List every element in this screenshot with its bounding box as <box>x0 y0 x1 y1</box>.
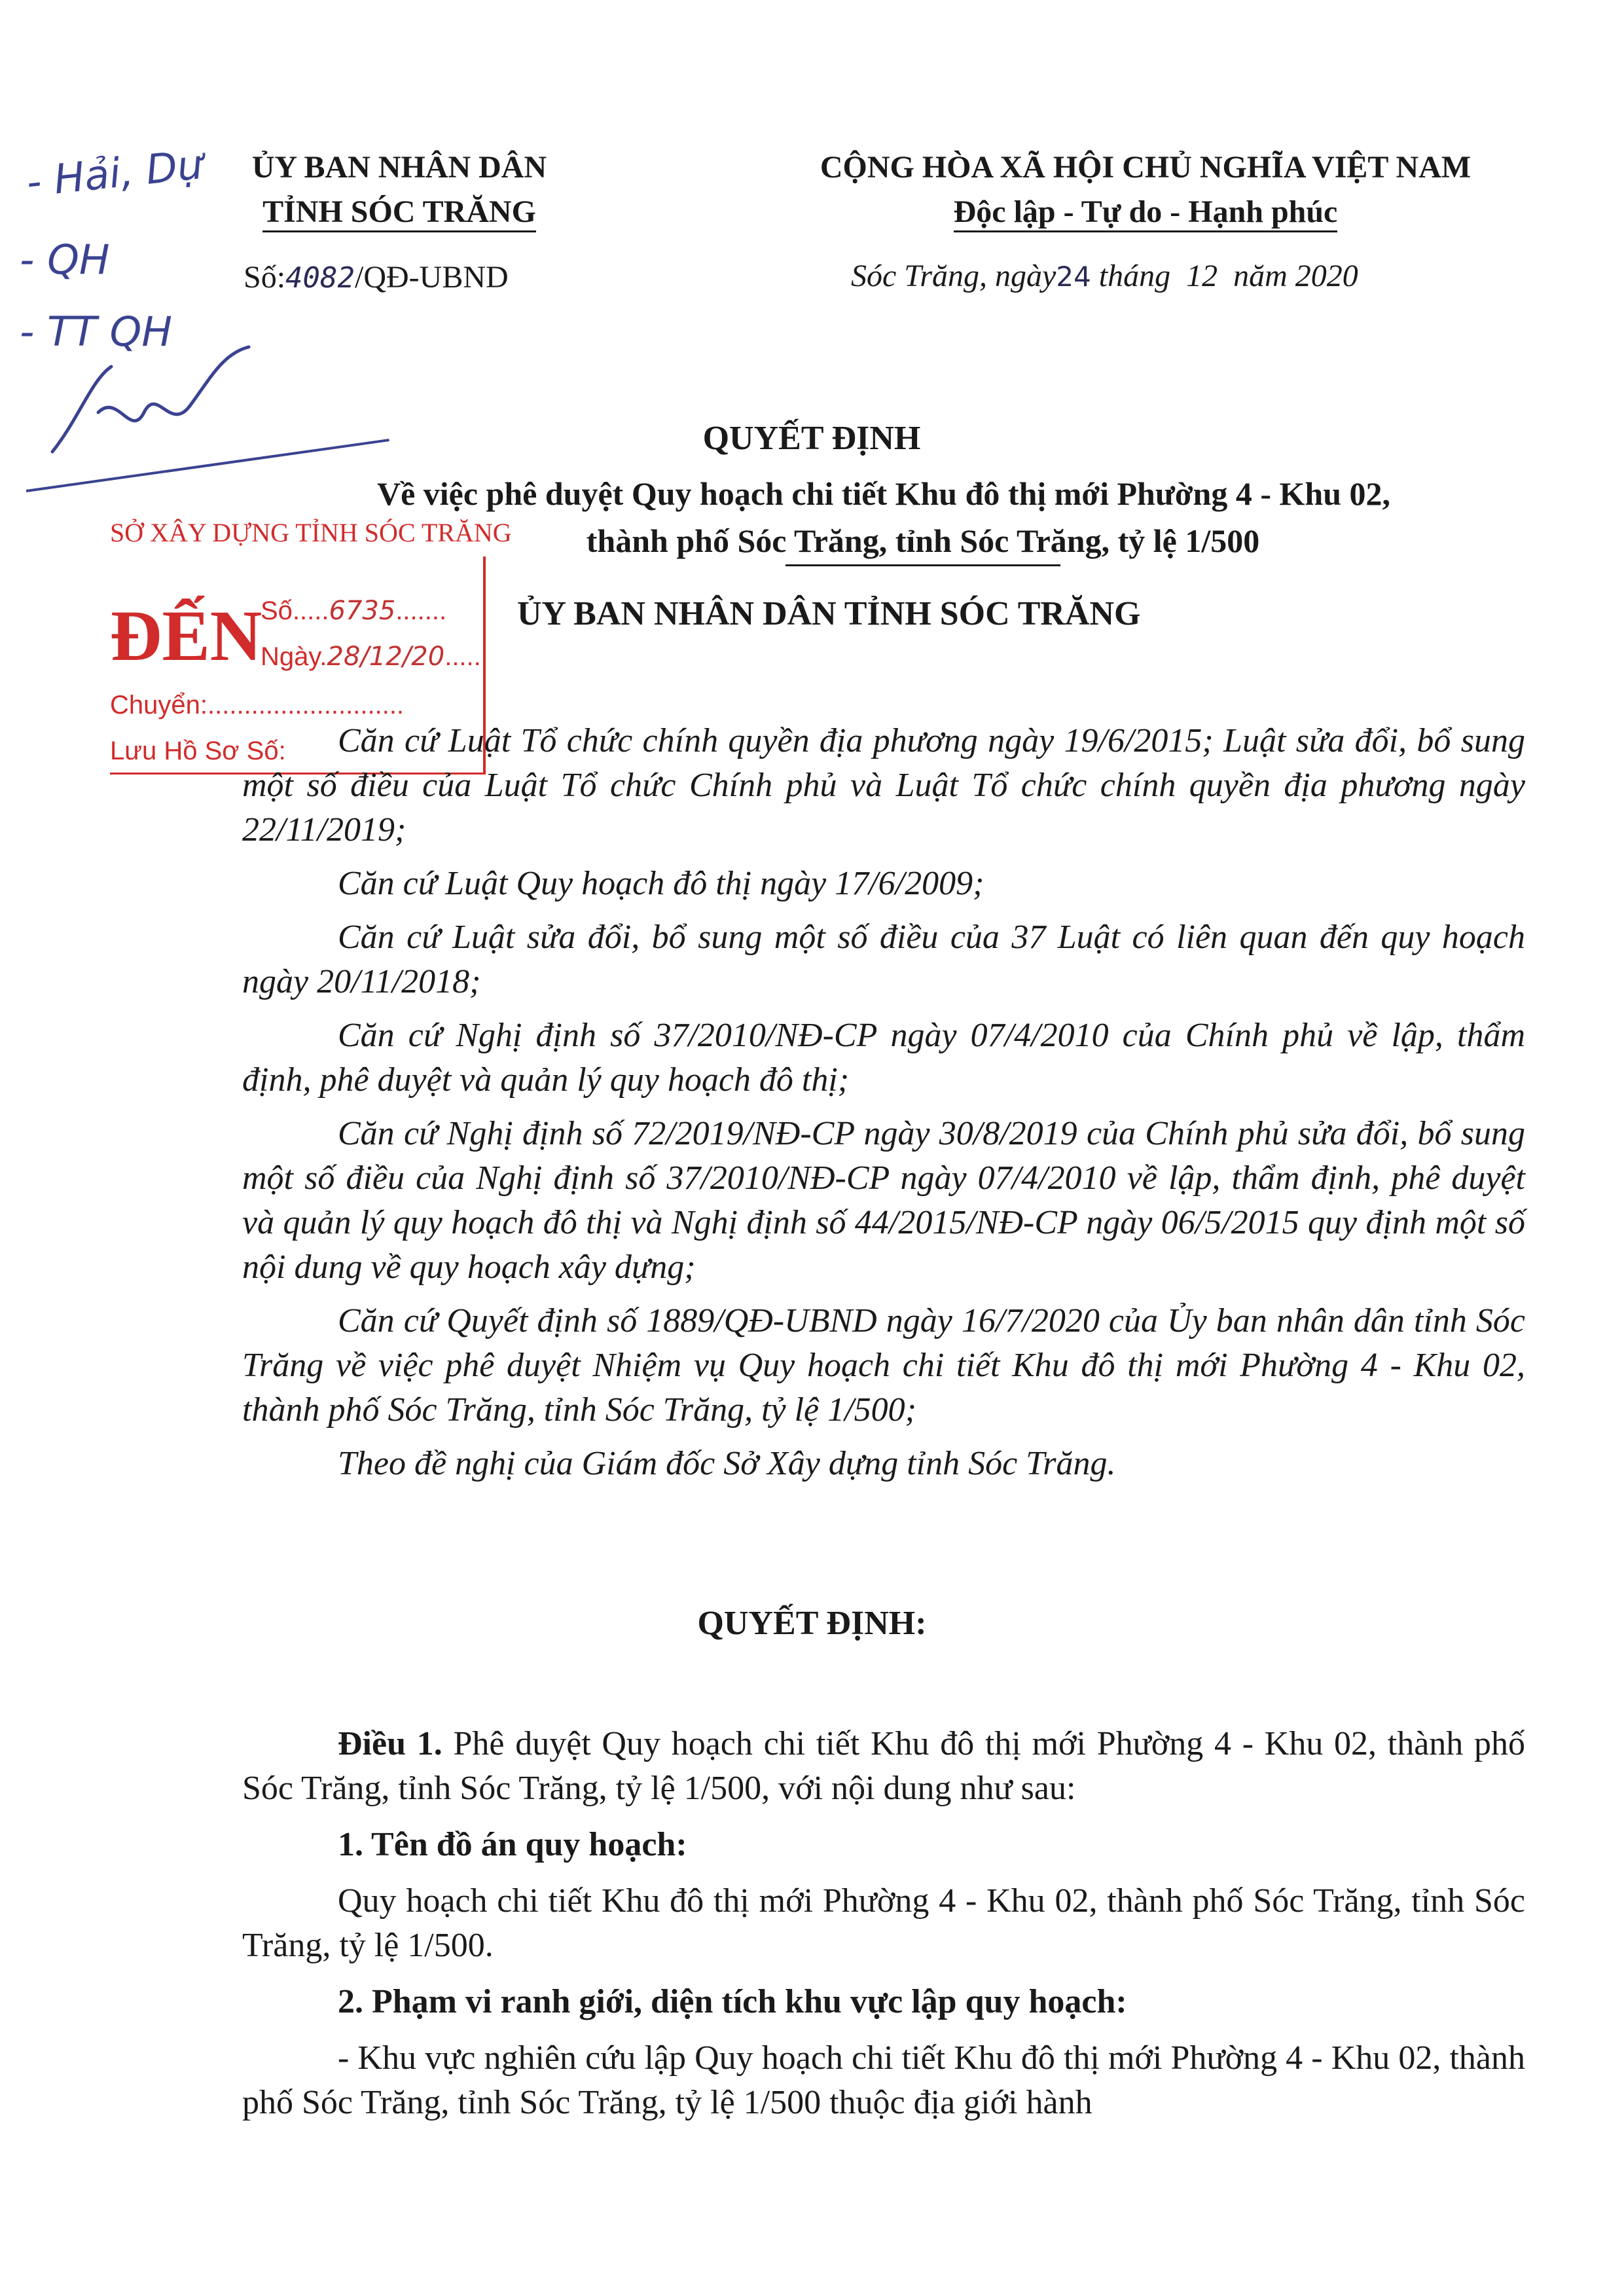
preamble-item: Căn cứ Quyết định số 1889/QĐ-UBND ngày 16/7/2020 của Ủy ban nhân dân tỉnh Sóc Trăng về việc phê duyệt Nhiệm vụ Quy hoạch chi tiết Khu đô thị mới Phường 4 - Khu 02, thành phố Sóc Trăng, tỉnh Sóc Trăng, tỷ lệ 1/500; <box>242 1302 1525 1429</box>
stamp-forward-field: Chuyển:........................... <box>110 691 405 720</box>
decision-heading: QUYẾT ĐỊNH: <box>697 1605 927 1642</box>
stamp-date-value: 28/12/20 <box>327 642 445 672</box>
section-2-text: - Khu vực nghiên cứu lập Quy hoạch chi tiết Khu đô thị mới Phường 4 - Khu 02, thành phố Sóc Trăng, tỉnh Sóc Trăng, tỷ lệ 1/500 thuộc địa giới hành <box>242 2039 1525 2121</box>
date-month: 12 <box>1186 259 1218 293</box>
article-1 <box>242 1722 1525 2125</box>
date-day: 24 <box>1056 261 1091 293</box>
section-1-heading: 1. Tên đồ án quy hoạch: <box>338 1826 687 1863</box>
document-title: QUYẾT ĐỊNH <box>702 420 921 457</box>
article-1-text: Phê duyệt Quy hoạch chi tiết Khu đô thị mới Phường 4 - Khu 02, thành phố Sóc Trăng, tỉnh Sóc Trăng, tỷ lệ 1/500, với nội dung như sau: <box>242 1725 1526 1807</box>
title-divider <box>785 564 1060 566</box>
stamp-organization: SỞ XÂY DỰNG TỈNH SÓC TRĂNG <box>110 518 512 547</box>
preamble-item: Căn cứ Luật Tổ chức chính quyền địa phương ngày 19/6/2015; Luật sửa đổi, bổ sung một số điều của Luật Tổ chức Chính phủ và Luật Tổ chức chính quyền địa phương ngày 22/11/2019; <box>242 722 1525 848</box>
subtitle-line1: Về việc phê duyệt Quy hoạch chi tiết Khu đô thị mới Phường 4 - Khu 02, <box>376 475 1391 512</box>
preamble-item: Căn cứ Luật Quy hoạch đô thị ngày 17/6/2009; <box>338 865 984 902</box>
national-name: CỘNG HÒA XÃ HỘI CHỦ NGHĨA VIỆT NAM <box>820 150 1471 185</box>
stamp-archive-label: Lưu Hồ Sơ Số: <box>110 737 286 765</box>
article-1-label: Điều 1. <box>338 1725 442 1762</box>
stamp-date-field: Ngày.28/12/20..... <box>261 642 481 672</box>
ref-number: 4082 <box>285 261 355 295</box>
ref-prefix: Số: <box>244 260 286 295</box>
stamp-number-field: Số.....6735....... <box>261 596 447 626</box>
preamble-item: Căn cứ Nghị định số 72/2019/NĐ-CP ngày 30/8/2019 của Chính phủ sửa đổi, bổ sung một số điều của Nghị định số 37/2010/NĐ-CP ngày 07/4/2010 về lập, thẩm định, phê duyệt và quản lý quy hoạch đô thị và Nghị định số 44/2015/NĐ-CP ngày 06/5/2015 quy định một số nội dung về quy hoạch xây dựng; <box>242 1115 1525 1286</box>
article-1-intro <box>242 1722 1525 1811</box>
handwritten-note-recipients: - Hải, Dự <box>24 140 206 206</box>
stamp-number-label: Số <box>261 596 293 625</box>
preamble-item: Căn cứ Luật sửa đổi, bổ sung một số điều của 37 Luật có liên quan đến quy hoạch ngày 20/11/2018; <box>242 919 1525 1000</box>
decision-authority: ỦY BAN NHÂN DÂN TỈNH SÓC TRĂNG <box>517 595 1141 632</box>
date-year: năm 2020 <box>1233 259 1358 293</box>
stamp-number-value: 6735 <box>329 596 396 626</box>
ref-suffix: /QĐ-UBND <box>355 260 509 295</box>
preamble-item: Căn cứ Nghị định số 37/2010/NĐ-CP ngày 07/4/2010 của Chính phủ về lập, thẩm định, phê duyệt và quản lý quy hoạch đô thị; <box>242 1017 1525 1099</box>
motto: Độc lập - Tự do - Hạnh phúc <box>954 194 1338 232</box>
date-month-label: tháng <box>1098 259 1171 293</box>
handwritten-note-ttqh: - TT QH <box>20 308 172 355</box>
issuing-authority-line1: ỦY BAN NHÂN DÂN <box>251 150 547 185</box>
stamp-den: ĐẾN <box>110 596 262 676</box>
section-2-heading: 2. Phạm vi ranh giới, diện tích khu vực lập quy hoạch: <box>338 1983 1127 2020</box>
issuing-authority <box>216 145 583 234</box>
document-number <box>244 259 509 295</box>
national-motto <box>746 145 1545 234</box>
handwritten-note-qh: - QH <box>20 236 110 283</box>
preamble-item: Theo đề nghị của Giám đốc Sở Xây dựng tỉnh Sóc Trăng. <box>338 1445 1116 1482</box>
preamble <box>242 719 1525 1486</box>
issue-date <box>851 258 1358 294</box>
issuing-authority-line2: TỈNH SÓC TRĂNG <box>262 194 536 232</box>
section-1-text: Quy hoạch chi tiết Khu đô thị mới Phường 4 - Khu 02, thành phố Sóc Trăng, tỉnh Sóc Trăng, tỷ lệ 1/500. <box>242 1882 1525 1964</box>
stamp-forward-label: Chuyển: <box>110 691 208 720</box>
stamp-date-label: Ngày <box>261 642 320 671</box>
date-prefix: Sóc Trăng, ngày <box>851 259 1056 293</box>
subtitle-line2: thành phố Sóc Trăng, tỉnh Sóc Trăng, tỷ lệ 1/500 <box>586 522 1260 559</box>
